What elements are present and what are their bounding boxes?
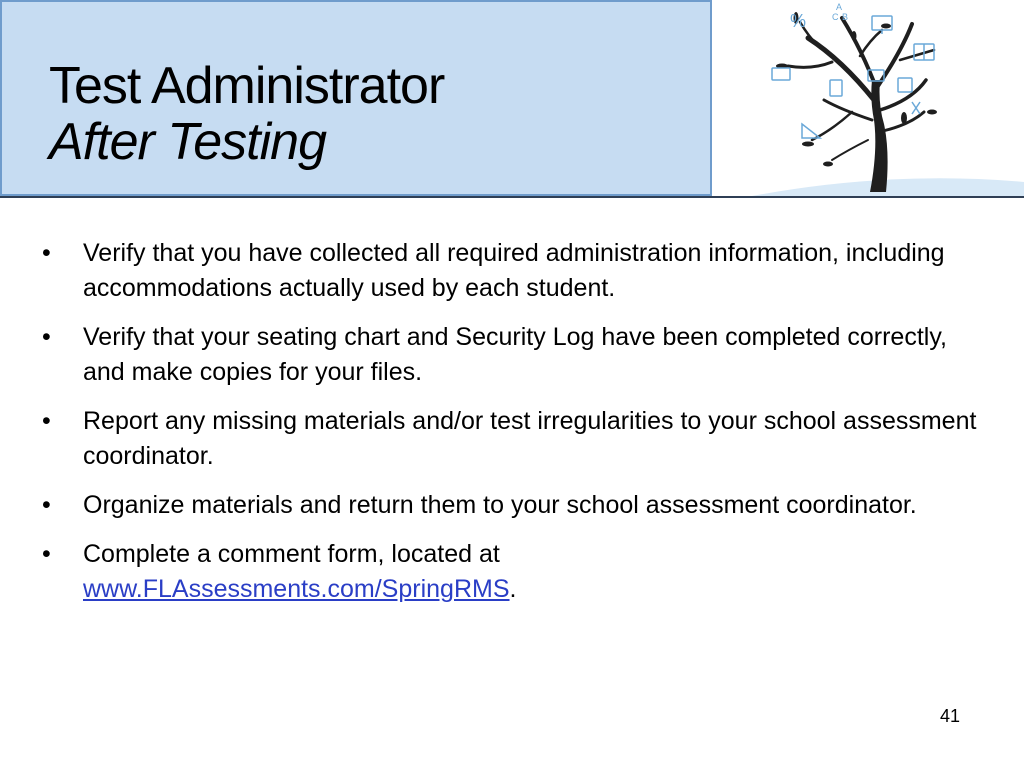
bullet-text: Verify that you have collected all required administration information, including accommodations actually used by each student.: [83, 239, 945, 302]
letter-a-icon: A: [836, 2, 843, 12]
bullet-marker: •: [42, 323, 51, 351]
bullet-marker: •: [42, 239, 51, 267]
comment-form-link[interactable]: www.FLAssessments.com/SpringRMS: [83, 575, 510, 603]
bullet-list: [42, 236, 982, 621]
bullet-text: Organize materials and return them to your school assessment coordinator.: [83, 491, 917, 519]
bullet-marker: •: [42, 491, 51, 519]
bullet-item: [42, 488, 982, 523]
bullet-marker: •: [42, 540, 51, 568]
slide-title: Test Administrator: [49, 57, 445, 115]
bullet-item: [42, 236, 982, 306]
tree-icons: [772, 2, 934, 138]
compass-icon: [912, 102, 920, 114]
slide-subtitle: After Testing: [49, 113, 327, 171]
bullet-marker: •: [42, 407, 51, 435]
tree-leaves: [776, 12, 937, 167]
title-band: [0, 0, 712, 196]
page-number: 41: [940, 706, 961, 726]
bullet-text: Complete a comment form, located at: [83, 540, 500, 568]
bullet-item: [42, 537, 982, 607]
bullet-text: Report any missing materials and/or test irregularities to your school assessment coordinator.: [83, 407, 977, 470]
slide-header: [0, 0, 1024, 198]
bullet-trailing-period: .: [509, 575, 517, 603]
bullet-text: Verify that your seating chart and Security Log have been completed correctly, and make copies for your files.: [83, 323, 947, 386]
letter-b-icon: B: [842, 12, 849, 22]
percent-icon: %: [790, 11, 807, 31]
ruler-triangle-icon: [802, 124, 820, 138]
tablet-icon: [898, 78, 912, 92]
letter-c-icon: C: [832, 12, 839, 22]
bullet-item: [42, 404, 982, 474]
bullet-item: [42, 320, 982, 390]
books-stack-icon: [772, 68, 790, 80]
calculator-icon: [830, 80, 842, 96]
education-tree-illustration: [712, 0, 1024, 196]
ground-arc: [752, 178, 1024, 196]
